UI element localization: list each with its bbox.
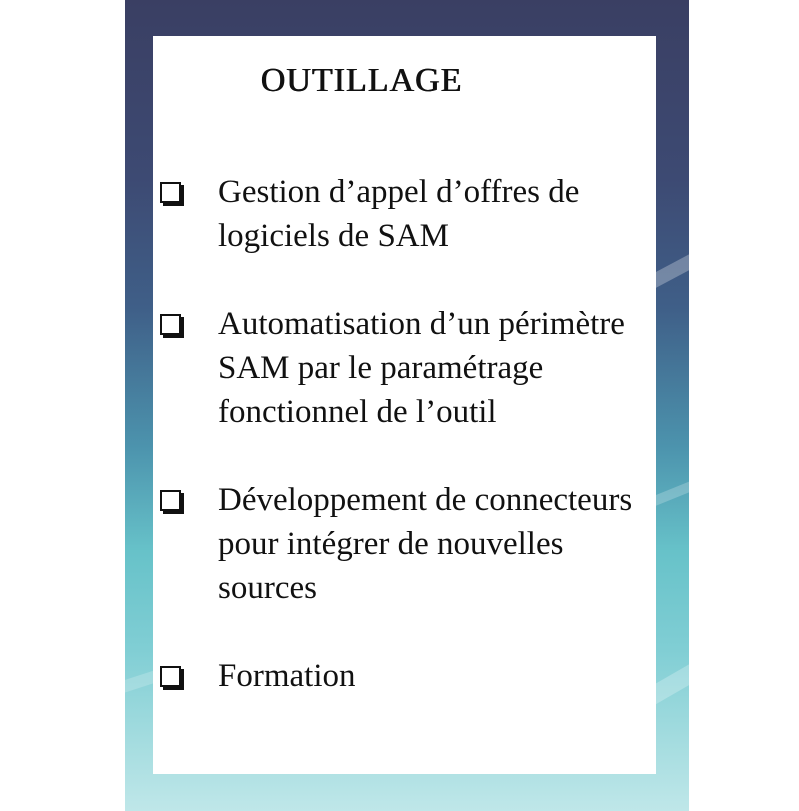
checkbox-icon	[160, 182, 181, 203]
list-item	[156, 654, 656, 698]
list-item	[156, 170, 656, 258]
checkbox-icon	[160, 490, 181, 511]
list-item	[156, 478, 656, 610]
page-title: OUTILLAGE	[260, 62, 463, 99]
checkbox-icon	[160, 314, 181, 335]
list-item-text: Développement de connecteurs pour intégrer de nouvelles sources	[218, 482, 633, 606]
list-item	[156, 302, 656, 434]
list-item-text: Automatisation d’un périmètre SAM par le paramétrage fonctionnel de l’outil	[218, 306, 625, 430]
list-item-text: Formation	[218, 658, 356, 694]
list-item-text: Gestion d’appel d’offres de logiciels de SAM	[218, 174, 580, 254]
checkbox-icon	[160, 666, 181, 687]
bullet-list	[156, 170, 656, 698]
